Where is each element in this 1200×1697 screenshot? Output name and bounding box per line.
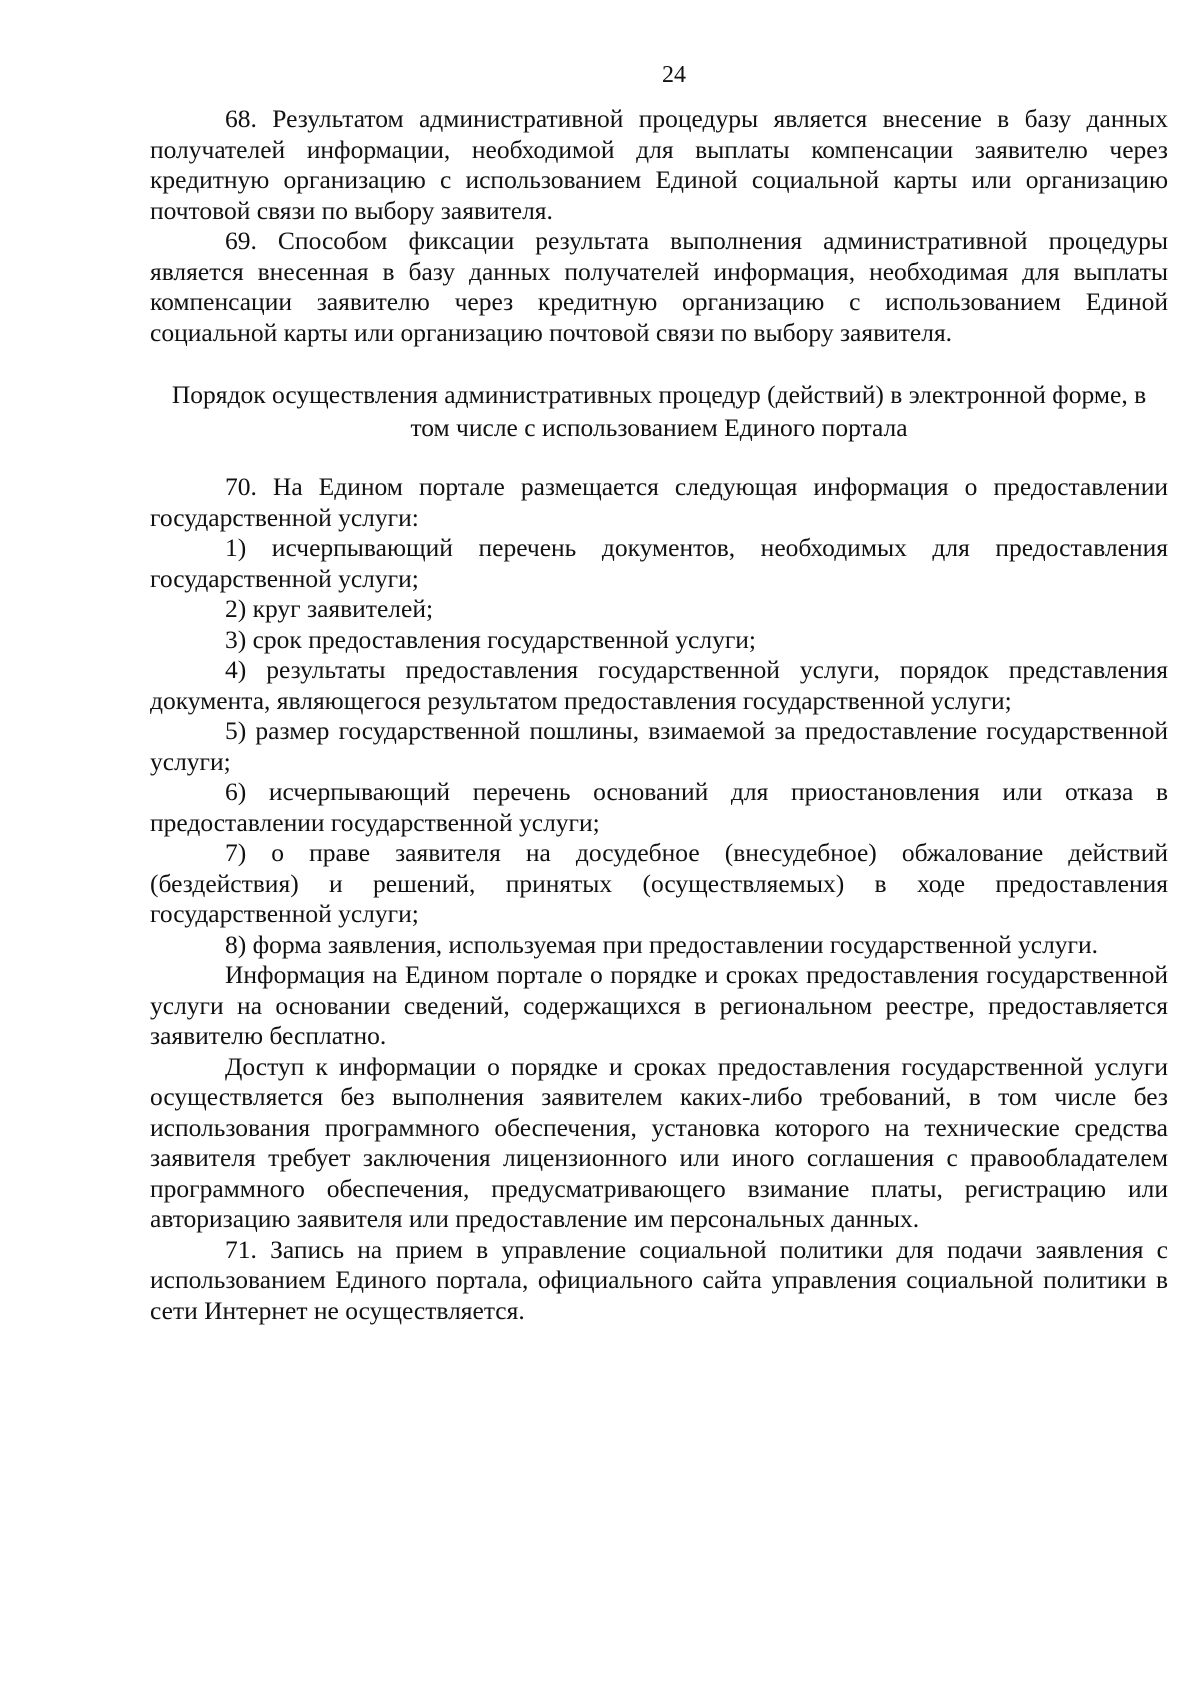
list-item-6: 6) исчерпывающий перечень оснований для приостановления или отказа в предоставлении государственной услуги; <box>150 777 1168 837</box>
list-item-8: 8) форма заявления, используемая при предоставлении государственной услуги. <box>225 929 1099 959</box>
paragraph-70: 70. На Едином портале размещается следующая информация о предоставлении государственной услуги: <box>150 472 1168 532</box>
list-item-7: 7) о праве заявителя на досудебное (внесудебное) обжалование действий (бездействия) и решений, принятых (осуществляемых) в ходе предоставления государственной услуги; <box>150 838 1168 928</box>
top-paragraphs <box>150 104 1168 348</box>
page-number: 24 <box>662 62 686 88</box>
paragraph-71: 71. Запись на прием в управление социальной политики для подачи заявления с использованием Единого портала, официального сайта управления социальной политики в сети Интернет не осуществляется. <box>150 1234 1168 1325</box>
document-page <box>150 60 1168 1326</box>
paragraph-68: 68. Результатом административной процедуры является внесение в базу данных получателей информации, необходимой для выплаты компенсации заявителю через кредитную организацию с использованием Единой социальной карты или организацию почтовой связи по выбору заявителя. <box>150 104 1168 225</box>
section-heading: Порядок осуществления административных процедур (действий) в электронной форме, в том числе с использованием Единого портала <box>171 380 1147 442</box>
list-item-1: 1) исчерпывающий перечень документов, необходимых для предоставления государственной услуги; <box>150 533 1168 593</box>
list-item-5: 5) размер государственной пошлины, взимаемой за предоставление государственной услуги; <box>150 716 1168 776</box>
paragraph-info-free: Информация на Едином портале о порядке и сроках предоставления государственной услуги на основании сведений, содержащихся в региональном реестре, предоставляется заявителю бесплатно. <box>150 960 1168 1050</box>
list-item-2: 2) круг заявителей; <box>225 594 434 623</box>
paragraph-access: Доступ к информации о порядке и сроках предоставления государственной услуги осуществляется без выполнения заявителем каких-либо требований, в том числе без использования программного обеспечения, установка которого на технические средства заявителя требует заключения лицензионного или иного соглашения с правообладателем программного обеспечения, предусматривающего взимание платы, регистрацию или авторизацию заявителя или предоставление им персональных данных. <box>150 1051 1168 1233</box>
paragraph-69: 69. Способом фиксации результата выполнения административной процедуры является внесенная в базу данных получателей информация, необходимая для выплаты компенсации заявителю через кредитную организацию с использованием Единой социальной карты или организацию почтовой связи по выбору заявителя. <box>150 226 1168 347</box>
list-item-4: 4) результаты предоставления государственной услуги, порядок представления документа, являющегося результатом предоставления государственной услуги; <box>150 655 1168 715</box>
bottom-paragraphs <box>150 472 1168 1326</box>
list-item-3: 3) срок предоставления государственной услуги; <box>225 624 757 654</box>
